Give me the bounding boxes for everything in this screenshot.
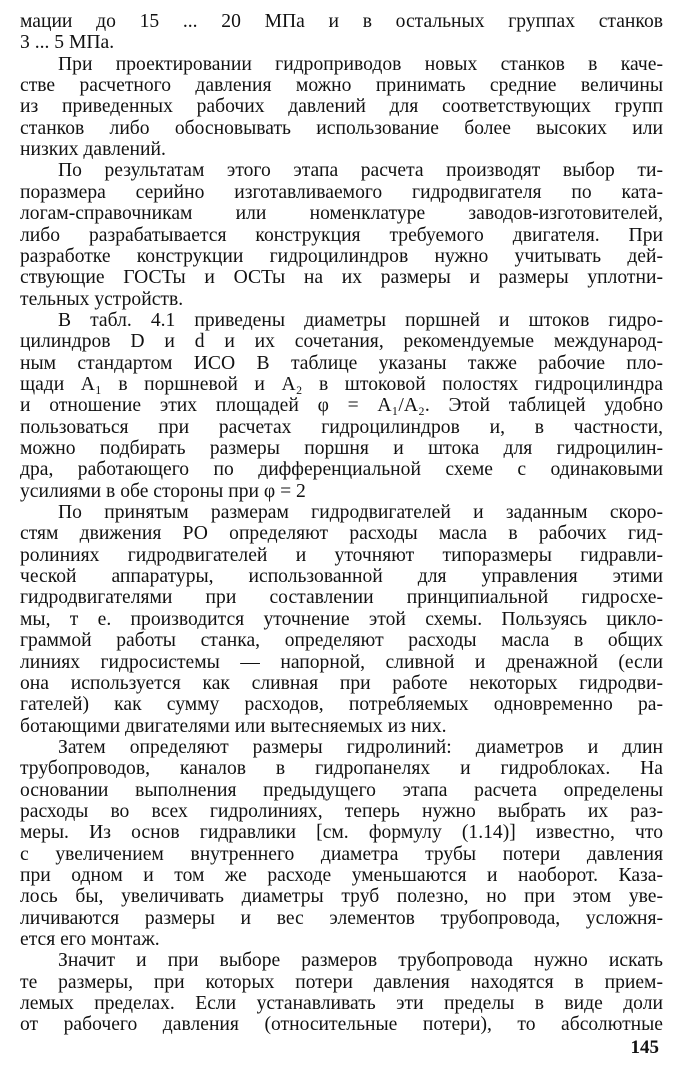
text-line: и отношение этих площадей φ = A₁/A₂. Этой таблицей удобно — [20, 395, 663, 417]
text-line: Затем определяют размеры гидролиний: диаметров и длин — [58, 736, 663, 758]
text-line: В табл. 4.1 приведены диаметры поршней и штоков гидро- — [58, 309, 663, 331]
text-line: из приведенных рабочих давлений для соответствующих групп — [20, 96, 663, 118]
text-line: гателей) как сумму расходов, потребляемых одновременно ра- — [20, 694, 663, 716]
text-line: можно подбирать размеры поршня и штока для гидроцилин- — [20, 438, 663, 459]
text-line: мации до 15 ... 20 МПа и в остальных группах станков — [20, 11, 663, 32]
text-line: поразмера серийно изготавливаемого гидродвигателя по ката- — [20, 181, 663, 203]
text-line: пользоваться при расчетах гидроцилиндров и, в частности, — [20, 416, 663, 438]
text-line: гидродвигателями при составлении принципиальной гидросхе- — [20, 587, 663, 609]
text-line: дра, работающего по дифференциальной схеме с одинаковыми — [20, 459, 663, 481]
text-line: низких давлений. — [20, 139, 166, 161]
text-line: 3 ... 5 МПа. — [20, 32, 115, 54]
text-line: ным стандартом ИСО В таблице указаны также рабочие пло- — [20, 352, 663, 374]
text-line: трубопроводов, каналов в гидропанелях и гидроблоках. На — [20, 758, 663, 780]
text-line: она используется как сливная при работе некоторых гидродви- — [20, 672, 663, 694]
book-page — [20, 6, 663, 1066]
text-line: стям движения РО определяют расходы масла в рабочих гид- — [20, 523, 663, 545]
text-line: разработке конструкции гидроцилиндров нужно учитывать дей- — [20, 245, 663, 267]
text-line: тельных устройств. — [20, 288, 184, 310]
text-line: от рабочего давления (относительные потери), то абсолютные — [20, 1014, 663, 1036]
text-line: мы, т е. производится уточнение этой схемы. Пользуясь цикло- — [20, 608, 663, 630]
text-line: личиваются размеры и вес элементов трубопровода, усложня- — [20, 907, 663, 929]
text-line: щади A₁ в поршневой и A₂ в штоковой полостях гидроцилиндра — [20, 373, 663, 395]
text-line: основании выполнения предыдущего этапа расчета определены — [20, 779, 663, 801]
text-line: лемых пределах. Если устанавливать эти пределы в виде доли — [20, 993, 663, 1015]
text-line: ролиниях гидродвигателей и уточняют типоразмеры гидравли- — [20, 544, 663, 566]
text-line: По результатам этого этапа расчета производят выбор ти- — [58, 160, 663, 182]
text-line: либо разрабатывается конструкция требуемого двигателя. При — [20, 224, 663, 246]
text-line: с увеличением внутреннего диаметра трубы потери давления — [20, 843, 663, 865]
text-line: ствующие ГОСТы и ОСТы на их размеры и размеры уплотни- — [20, 267, 663, 289]
text-line: По принятым размерам гидродвигателей и заданным скоро- — [58, 502, 663, 524]
text-line: ется его монтаж. — [20, 929, 160, 951]
text-line: ческой аппаратуры, использованной для управления этими — [20, 566, 663, 588]
text-line: те размеры, при которых потери давления находятся в прием- — [20, 971, 663, 993]
text-line: линиях гидросистемы — напорной, сливной и дренажной (если — [20, 651, 663, 673]
text-line: при одном и том же расходе уменьшаются и наоборот. Каза- — [20, 865, 663, 886]
text-line: логам-справочникам или номенклатуре заводов-изготовителей, — [20, 203, 663, 225]
text-line: Значит и при выборе размеров трубопровода нужно искать — [58, 950, 663, 972]
text-line: ботающими двигателями или вытесняемых из них. — [20, 715, 447, 737]
text-line: расходы во всех гидролиниях, теперь нужно выбрать их раз- — [20, 800, 663, 822]
text-line: При проектировании гидроприводов новых станков в каче- — [58, 53, 663, 75]
text-line: стве расчетного давления можно принимать средние величины — [20, 75, 663, 97]
text-line: лось бы, увеличивать диаметры труб полезно, но при этом уве- — [20, 886, 663, 908]
text-line: граммой работы станка, определяют расходы масла в общих — [20, 630, 663, 652]
text-line: цилиндров D и d и их сочетания, рекомендуемые международ- — [20, 331, 663, 353]
text-line: станков либо обосновывать использование более высоких или — [20, 117, 663, 139]
text-line: усилиями в обе стороны при φ = 2 — [20, 480, 306, 502]
page-number: 145 — [630, 1037, 659, 1058]
text-line: меры. Из основ гидравлики [см. формулу (1.14)] известно, что — [20, 822, 663, 844]
